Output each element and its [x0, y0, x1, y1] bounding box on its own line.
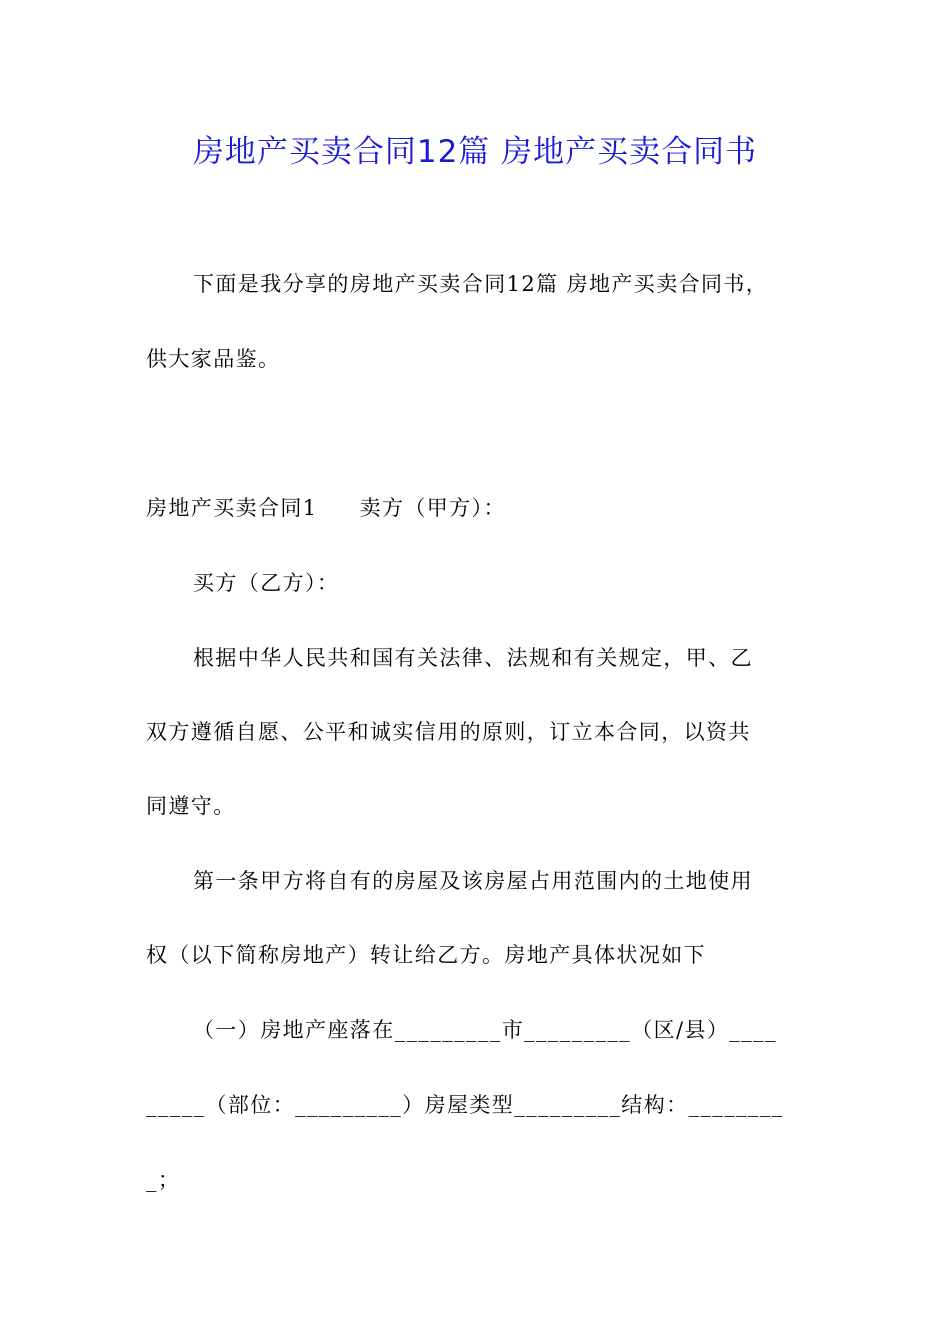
article-1-line-2: 权（以下简称房地产）转让给乙方。房地产具体状况如下 — [146, 943, 706, 967]
article-1-line-1: 第一条甲方将自有的房屋及该房屋占用范围内的土地使用 — [193, 869, 753, 893]
buyer-label: 买方（乙方）： — [193, 571, 340, 595]
intro-line-2: 供大家品鉴。 — [146, 347, 281, 371]
contract-heading-row — [146, 492, 806, 524]
contract-heading: 房地产买卖合同1 — [146, 496, 318, 520]
preamble-line-3: 同遵守。 — [146, 794, 236, 818]
clause-1-line-2: _____（部位：_________）房屋类型_________结构：________ — [146, 1093, 784, 1117]
preamble-line-2: 双方遵循自愿、公平和诚实信用的原则，订立本合同，以资共 — [146, 720, 751, 744]
clause-1-line-3: _； — [146, 1168, 181, 1192]
preamble-line-1: 根据中华人民共和国有关法律、法规和有关规定，甲、乙 — [193, 646, 753, 670]
intro-line-1: 下面是我分享的房地产买卖合同12篇 房地产买卖合同书， — [193, 272, 769, 296]
seller-label: 卖方（甲方）： — [359, 496, 506, 520]
clause-1-line-1: （一）房地产座落在_________市_________（区/县）____ — [193, 1018, 777, 1042]
document-title: 房地产买卖合同12篇 房地产买卖合同书 — [192, 134, 758, 170]
